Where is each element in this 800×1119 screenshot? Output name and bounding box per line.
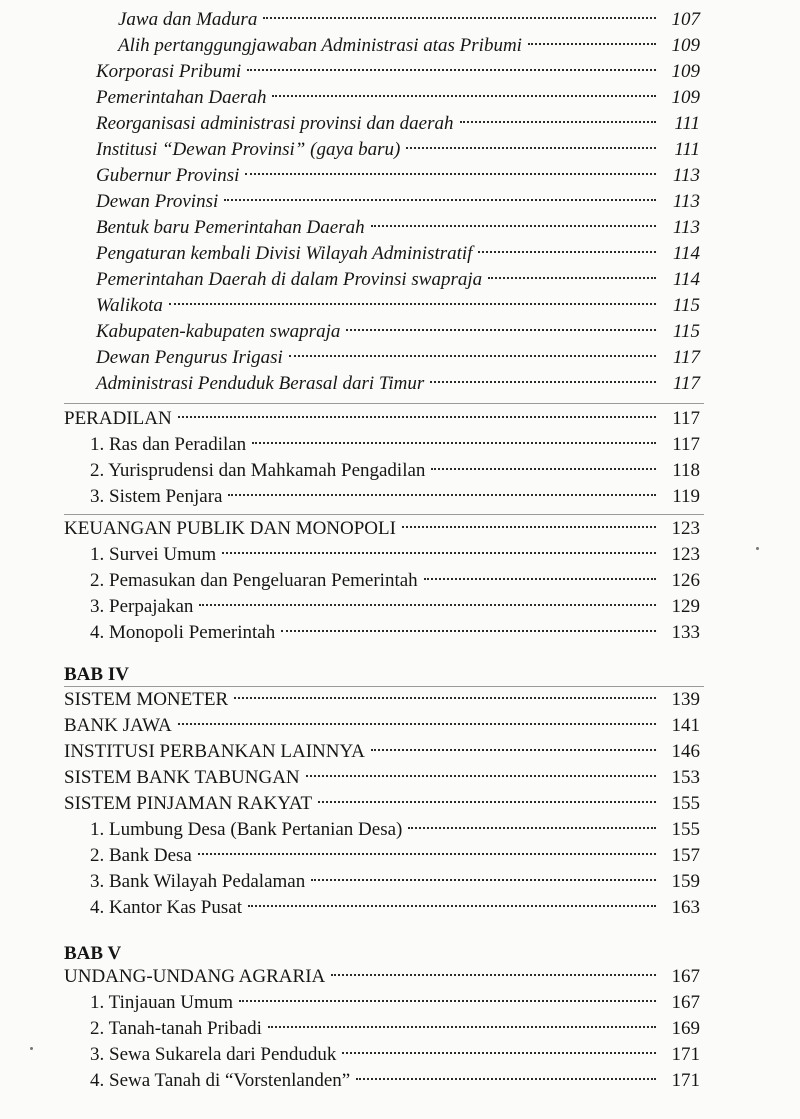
toc-section xyxy=(64,516,700,542)
dot-leader xyxy=(408,826,656,829)
toc-entry-page: 155 xyxy=(671,819,700,840)
toc-section xyxy=(64,964,700,990)
toc-entry xyxy=(96,215,700,241)
toc-section-title: SISTEM PINJAMAN RAKYAT xyxy=(64,793,313,814)
toc-entry-page: 111 xyxy=(674,139,700,160)
toc-entry-page: 126 xyxy=(671,570,700,591)
dot-leader xyxy=(247,68,656,71)
toc-entry-title: 2. Tanah-tanah Pribadi xyxy=(90,1018,262,1039)
dot-leader xyxy=(263,16,656,19)
toc-entry xyxy=(96,163,700,189)
toc-entry xyxy=(90,1042,700,1068)
toc-entry-title: Korporasi Pribumi xyxy=(96,61,242,82)
toc-entry-page: 115 xyxy=(672,321,700,342)
toc-entry-page: 117 xyxy=(672,347,700,368)
toc-entry-page: 159 xyxy=(671,871,700,892)
dot-leader xyxy=(272,94,656,97)
toc-entry-title: 2. Pemasukan dan Pengeluaran Pemerintah xyxy=(90,570,418,591)
dot-leader xyxy=(239,999,656,1002)
toc-entry-title: Dewan Pengurus Irigasi xyxy=(96,347,283,368)
dot-leader xyxy=(222,551,656,554)
toc-entry-page: 113 xyxy=(672,165,700,186)
toc-entry-page: 171 xyxy=(671,1070,700,1091)
toc-entry-page: 109 xyxy=(671,61,700,82)
dot-leader xyxy=(460,120,657,123)
dot-leader xyxy=(178,722,656,725)
toc-entry xyxy=(90,458,700,484)
toc-section xyxy=(64,791,700,817)
toc-entry-title: 1. Ras dan Peradilan xyxy=(90,434,247,455)
dot-leader xyxy=(199,603,656,606)
toc-entry-page: 109 xyxy=(671,35,700,56)
toc-entry-page: 117 xyxy=(672,408,700,429)
toc-entry-page: 163 xyxy=(671,897,700,918)
toc-entry-page: 146 xyxy=(671,741,700,762)
toc-entry-page: 115 xyxy=(672,295,700,316)
dot-leader xyxy=(430,380,656,383)
dot-leader xyxy=(342,1051,656,1054)
toc-entry xyxy=(96,371,700,397)
toc-entry xyxy=(96,345,700,371)
dot-leader xyxy=(371,224,656,227)
toc-entry-page: 141 xyxy=(671,715,700,736)
toc-entry-title: Bentuk baru Pemerintahan Daerah xyxy=(96,217,365,238)
toc-entry-page: 167 xyxy=(671,992,700,1013)
toc-entry-page: 153 xyxy=(671,767,700,788)
toc-entry-title: Pengaturan kembali Divisi Wilayah Administratif xyxy=(96,243,473,264)
toc-section xyxy=(64,765,700,791)
toc-entry-title: 3. Bank Wilayah Pedalaman xyxy=(90,871,306,892)
scan-speck xyxy=(756,547,759,550)
dot-leader xyxy=(306,774,656,777)
toc-entry-page: 171 xyxy=(671,1044,700,1065)
toc-entry xyxy=(90,1016,700,1042)
dot-leader xyxy=(268,1025,656,1028)
toc-entry-title: 2. Bank Desa xyxy=(90,845,192,866)
dot-leader xyxy=(406,146,656,149)
toc-entry-page: 114 xyxy=(672,269,700,290)
toc-entry-title: Walikota xyxy=(96,295,163,316)
toc-entry-title: 2. Yurisprudensi dan Mahkamah Pengadilan xyxy=(90,460,426,481)
toc-entry-page: 113 xyxy=(672,217,700,238)
toc-entry-page: 111 xyxy=(674,113,700,134)
toc-entry-page: 129 xyxy=(671,596,700,617)
dot-leader xyxy=(356,1077,656,1080)
toc-entry-title: 3. Sistem Penjara xyxy=(90,486,223,507)
toc-entry-title: Institusi “Dewan Provinsi” (gaya baru) xyxy=(96,139,401,160)
dot-leader xyxy=(198,852,656,855)
toc-entry xyxy=(96,319,700,345)
toc-section xyxy=(64,687,700,713)
dot-leader xyxy=(252,441,656,444)
toc-section xyxy=(64,713,700,739)
toc-entry-title: 3. Sewa Sukarela dari Penduduk xyxy=(90,1044,337,1065)
section-divider xyxy=(64,514,704,515)
toc-entry xyxy=(96,293,700,319)
toc-entry-page: 123 xyxy=(671,544,700,565)
toc-entry xyxy=(90,432,700,458)
toc-entry xyxy=(90,594,700,620)
toc-entry-title: 1. Tinjauan Umum xyxy=(90,992,234,1013)
dot-leader xyxy=(248,904,656,907)
dot-leader xyxy=(289,354,656,357)
toc-entry-page: 117 xyxy=(672,434,700,455)
dot-leader xyxy=(318,800,656,803)
toc-entry xyxy=(96,241,700,267)
toc-entry-title: Administrasi Penduduk Berasal dari Timur xyxy=(96,373,425,394)
toc-section xyxy=(64,406,700,432)
toc-entry xyxy=(96,189,700,215)
toc-section-title: PERADILAN xyxy=(64,408,172,429)
toc-entry-page: 109 xyxy=(671,87,700,108)
dot-leader xyxy=(281,629,656,632)
dot-leader xyxy=(311,878,656,881)
toc-entry-title: Pemerintahan Daerah xyxy=(96,87,267,108)
toc-entry xyxy=(90,568,700,594)
toc-entry-title: Pemerintahan Daerah di dalam Provinsi swapraja xyxy=(96,269,483,290)
toc-entry-page: 117 xyxy=(672,373,700,394)
toc-entry-title: 4. Kantor Kas Pusat xyxy=(90,897,242,918)
dot-leader xyxy=(169,302,656,305)
toc-entry-title: 3. Perpajakan xyxy=(90,596,194,617)
dot-leader xyxy=(528,42,656,45)
chapter-heading: BAB IV xyxy=(64,664,129,685)
toc-entry-page: 139 xyxy=(671,689,700,710)
toc-section-title: SISTEM BANK TABUNGAN xyxy=(64,767,300,788)
toc-entry-title: Jawa dan Madura xyxy=(118,9,258,30)
toc-section-title: UNDANG-UNDANG AGRARIA xyxy=(64,966,326,987)
toc-entry-page: 119 xyxy=(672,486,700,507)
dot-leader xyxy=(346,328,656,331)
chapter-heading: BAB V xyxy=(64,943,122,964)
toc-entry-page: 167 xyxy=(671,966,700,987)
toc-entry xyxy=(90,620,700,646)
toc-entry xyxy=(96,111,700,137)
toc-entry xyxy=(96,267,700,293)
toc-entry xyxy=(118,33,700,59)
toc-entry-page: 133 xyxy=(671,622,700,643)
dot-leader xyxy=(424,577,656,580)
dot-leader xyxy=(488,276,656,279)
dot-leader xyxy=(431,467,656,470)
toc-section-title: SISTEM MONETER xyxy=(64,689,229,710)
toc-entry-page: 114 xyxy=(672,243,700,264)
toc-entry xyxy=(90,484,700,510)
toc-entry-page: 157 xyxy=(671,845,700,866)
toc-entry xyxy=(90,542,700,568)
toc-entry-page: 107 xyxy=(671,9,700,30)
toc-entry-page: 155 xyxy=(671,793,700,814)
section-divider xyxy=(64,403,704,404)
toc-entry xyxy=(96,137,700,163)
toc-entry xyxy=(118,7,700,33)
dot-leader xyxy=(224,198,656,201)
toc-entry-title: Kabupaten-kabupaten swapraja xyxy=(96,321,341,342)
toc-entry-page: 169 xyxy=(671,1018,700,1039)
toc-entry xyxy=(96,85,700,111)
dot-leader xyxy=(245,172,656,175)
toc-entry xyxy=(90,895,700,921)
toc-entry-title: 4. Monopoli Pemerintah xyxy=(90,622,276,643)
toc-entry-title: Gubernur Provinsi xyxy=(96,165,240,186)
dot-leader xyxy=(402,525,656,528)
toc-entry-page: 123 xyxy=(671,518,700,539)
toc-entry xyxy=(90,817,700,843)
toc-entry-page: 113 xyxy=(672,191,700,212)
dot-leader xyxy=(371,748,656,751)
scan-speck xyxy=(30,1047,33,1050)
toc-section-title: INSTITUSI PERBANKAN LAINNYA xyxy=(64,741,365,762)
toc-entry-page: 118 xyxy=(672,460,700,481)
toc-entry-title: 4. Sewa Tanah di “Vorstenlanden” xyxy=(90,1070,351,1091)
toc-entry-title: Dewan Provinsi xyxy=(96,191,219,212)
toc-section-title: BANK JAWA xyxy=(64,715,172,736)
toc-entry xyxy=(90,843,700,869)
toc-entry-title: 1. Survei Umum xyxy=(90,544,217,565)
dot-leader xyxy=(234,696,656,699)
toc-entry xyxy=(90,1068,700,1094)
toc-entry-title: Reorganisasi administrasi provinsi dan daerah xyxy=(96,113,454,134)
toc-entry xyxy=(90,869,700,895)
toc-entry xyxy=(96,59,700,85)
dot-leader xyxy=(178,415,656,418)
dot-leader xyxy=(228,493,656,496)
toc-entry-title: 1. Lumbung Desa (Bank Pertanian Desa) xyxy=(90,819,403,840)
toc-section xyxy=(64,739,700,765)
toc-entry-title: Alih pertanggungjawaban Administrasi atas Pribumi xyxy=(118,35,522,56)
dot-leader xyxy=(331,973,656,976)
dot-leader xyxy=(478,250,656,253)
toc-section-title: KEUANGAN PUBLIK DAN MONOPOLI xyxy=(64,518,396,539)
toc-entry xyxy=(90,990,700,1016)
